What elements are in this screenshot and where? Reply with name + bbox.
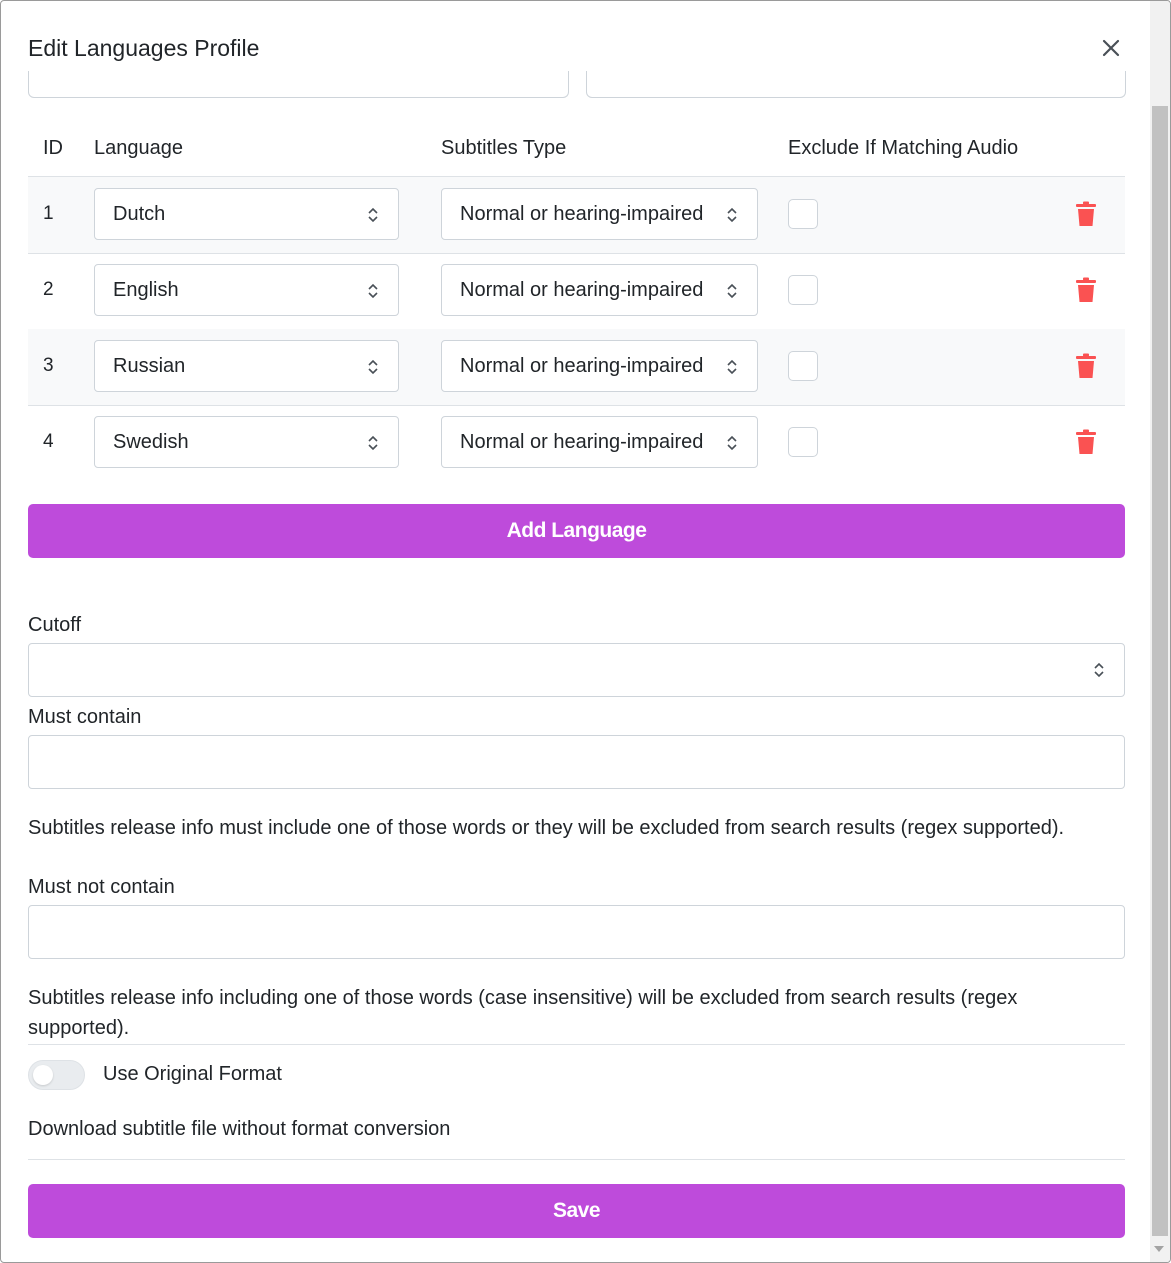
- chevron-updown-icon: [1092, 660, 1106, 680]
- language-value: Swedish: [113, 431, 189, 453]
- toggle-knob: [33, 1065, 53, 1085]
- chevron-updown-icon: [725, 433, 739, 453]
- row-id: 4: [43, 431, 54, 452]
- scroll-down-arrow-icon[interactable]: [1154, 1246, 1164, 1252]
- trash-icon[interactable]: [1075, 429, 1097, 455]
- scrollbar-thumb[interactable]: [1152, 106, 1168, 1236]
- original-format-toggle[interactable]: [28, 1060, 85, 1090]
- chevron-updown-icon: [366, 433, 380, 453]
- name-input[interactable]: [28, 71, 569, 98]
- language-value: Russian: [113, 355, 186, 377]
- chevron-updown-icon: [725, 281, 739, 301]
- chevron-updown-icon: [366, 357, 380, 377]
- trash-icon[interactable]: [1075, 353, 1097, 379]
- subtitles-type-value: Normal or hearing-impaired: [460, 203, 704, 225]
- must-not-contain-label: Must not contain: [28, 876, 175, 898]
- row-id: 3: [43, 355, 54, 376]
- subtitles-type-select[interactable]: [441, 340, 758, 392]
- exclude-checkbox[interactable]: [788, 351, 818, 381]
- header-subtitles-type: Subtitles Type: [441, 137, 567, 159]
- subtitles-type-value: Normal or hearing-impaired: [460, 279, 704, 301]
- language-value: English: [113, 279, 179, 301]
- language-select[interactable]: [94, 264, 399, 316]
- must-not-contain-help: Subtitles release info including one of those words (case insensitive) will be excluded from search results (regex supported).: [28, 987, 1018, 1039]
- save-button[interactable]: Save: [28, 1184, 1125, 1238]
- must-contain-help: Subtitles release info must include one of those words or they will be excluded from search results (regex supported).: [28, 817, 1065, 839]
- header-id: ID: [43, 137, 63, 159]
- tag-input[interactable]: [586, 71, 1126, 98]
- exclude-checkbox[interactable]: [788, 199, 818, 229]
- scrollbar[interactable]: [1150, 1, 1170, 1262]
- table-row: [28, 405, 1125, 481]
- table-row: [28, 253, 1125, 330]
- divider: [28, 1044, 1125, 1045]
- subtitles-type-select[interactable]: [441, 188, 758, 240]
- trash-icon[interactable]: [1075, 201, 1097, 227]
- chevron-updown-icon: [725, 205, 739, 225]
- row-id: 1: [43, 203, 54, 224]
- must-contain-label: Must contain: [28, 706, 142, 728]
- exclude-checkbox[interactable]: [788, 427, 818, 457]
- languages-table-header: [28, 123, 1125, 177]
- header-language: Language: [94, 137, 183, 159]
- must-not-contain-input[interactable]: [28, 905, 1125, 959]
- subtitles-type-select[interactable]: [441, 416, 758, 468]
- cutoff-select[interactable]: [28, 643, 1125, 697]
- dialog-title: Edit Languages Profile: [28, 35, 260, 61]
- row-id: 2: [43, 279, 54, 300]
- table-row: [28, 329, 1125, 406]
- subtitles-type-value: Normal or hearing-impaired: [460, 355, 704, 377]
- chevron-updown-icon: [366, 205, 380, 225]
- cutoff-label: Cutoff: [28, 614, 81, 636]
- language-select[interactable]: [94, 340, 399, 392]
- original-format-label: Use Original Format: [103, 1063, 282, 1085]
- chevron-updown-icon: [725, 357, 739, 377]
- must-contain-input[interactable]: [28, 735, 1125, 789]
- subtitles-type-value: Normal or hearing-impaired: [460, 431, 704, 453]
- original-format-help: Download subtitle file without format conversion: [28, 1118, 451, 1140]
- close-icon[interactable]: [1097, 34, 1125, 62]
- subtitles-type-select[interactable]: [441, 264, 758, 316]
- header-exclude: Exclude If Matching Audio: [788, 137, 1019, 159]
- chevron-updown-icon: [366, 281, 380, 301]
- language-value: Dutch: [113, 203, 166, 225]
- trash-icon[interactable]: [1075, 277, 1097, 303]
- exclude-checkbox[interactable]: [788, 275, 818, 305]
- language-select[interactable]: [94, 188, 399, 240]
- language-select[interactable]: [94, 416, 399, 468]
- divider: [28, 1159, 1125, 1160]
- add-language-button[interactable]: Add Language: [28, 504, 1125, 558]
- table-row: [28, 177, 1125, 254]
